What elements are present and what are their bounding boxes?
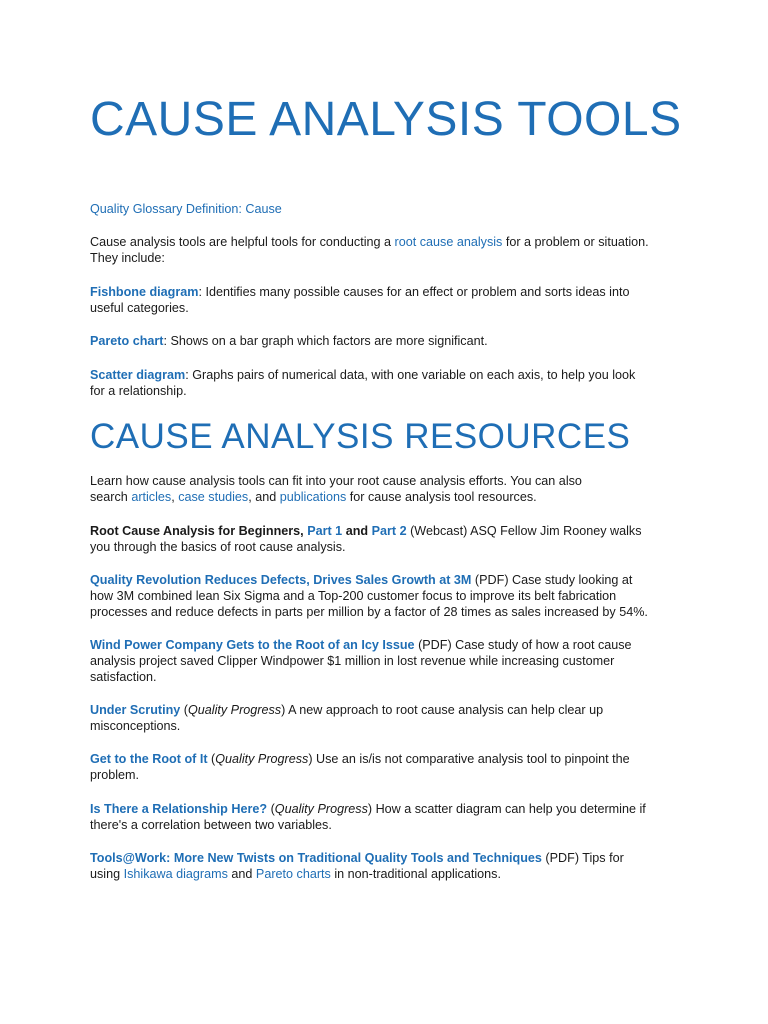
- get-to-root-link[interactable]: Get to the Root of It: [90, 752, 208, 766]
- resource-line-1: [90, 523, 685, 539]
- resource-and: and: [342, 524, 372, 538]
- resource-line-2: misconceptions.: [90, 719, 181, 733]
- glossary-definition-link[interactable]: Quality Glossary Definition: Cause: [90, 202, 282, 216]
- resource-line-2: there's a correlation between two variables.: [90, 818, 332, 832]
- tool-line-1: [90, 367, 685, 383]
- scatter-diagram-link[interactable]: Scatter diagram: [90, 368, 186, 382]
- tool-desc: : Shows on a bar graph which factors are more significant.: [163, 334, 488, 348]
- publications-link[interactable]: publications: [279, 490, 347, 504]
- resource-item-rca-beginners: [90, 523, 685, 555]
- resource-line-2: problem.: [90, 768, 139, 782]
- resource-line-1: [90, 751, 685, 767]
- case-studies-link[interactable]: case studies: [178, 490, 249, 504]
- resource-line-2: [90, 866, 685, 882]
- resources-intro-line-1: Learn how cause analysis tools can fit into your root cause analysis efforts. You can also: [90, 474, 582, 488]
- glossary-link-block: [90, 201, 685, 217]
- root-cause-analysis-link[interactable]: root cause analysis: [394, 235, 503, 249]
- separator: , and: [248, 490, 280, 504]
- resources-intro-line-2: [90, 489, 685, 505]
- tool-item-fishbone: [90, 284, 685, 316]
- page-title: CAUSE ANALYSIS TOOLS: [90, 93, 682, 146]
- pareto-chart-link[interactable]: Pareto chart: [90, 334, 164, 348]
- resources-intro-text: search: [90, 490, 132, 504]
- resource-line-1: [90, 702, 685, 718]
- resource-item-tools-at-work: [90, 850, 685, 882]
- tool-line-2: useful categories.: [90, 301, 189, 315]
- source-publication: Quality Progress: [274, 802, 368, 816]
- paren-open: (: [267, 802, 275, 816]
- resources-intro-paragraph: [90, 473, 685, 505]
- paren-open: (: [180, 703, 188, 717]
- resource-item-relationship: [90, 801, 685, 833]
- intro-line-2: They include:: [90, 251, 165, 265]
- tool-line-1: [90, 333, 685, 349]
- resource-item-under-scrutiny: [90, 702, 685, 734]
- separator: ,: [171, 490, 179, 504]
- resource-line-1: [90, 637, 685, 653]
- paren-open: (: [207, 752, 216, 766]
- resource-line-1: [90, 572, 685, 588]
- part-2-link[interactable]: Part 2: [371, 524, 407, 538]
- resources-intro-text: for cause analysis tool resources.: [346, 490, 537, 504]
- resource-line-3: processes and reduce defects in parts per million by a factor of 28 times as sales increased by 54%.: [90, 605, 648, 619]
- pareto-charts-link[interactable]: Pareto charts: [255, 867, 331, 881]
- tools-at-work-link[interactable]: Tools@Work: More New Twists on Traditional Quality Tools and Techniques: [90, 851, 542, 865]
- resource-line-1: [90, 801, 685, 817]
- resource-desc: (PDF) Case study of how a root cause: [414, 638, 632, 652]
- quality-revolution-link[interactable]: Quality Revolution Reduces Defects, Drives Sales Growth at 3M: [90, 573, 472, 587]
- wind-power-link[interactable]: Wind Power Company Gets to the Root of an Icy Issue: [90, 638, 415, 652]
- part-1-link[interactable]: Part 1: [307, 524, 343, 538]
- tool-line-1: [90, 284, 685, 300]
- section-title-resources: CAUSE ANALYSIS RESOURCES: [90, 417, 631, 456]
- resource-line-3: satisfaction.: [90, 670, 157, 684]
- resource-title: Root Cause Analysis for Beginners,: [90, 524, 308, 538]
- resource-desc: ) A new approach to root cause analysis can help clear up: [281, 703, 604, 717]
- resource-desc: ) How a scatter diagram can help you determine if: [367, 802, 646, 816]
- intro-text-after: for a problem or situation.: [502, 235, 649, 249]
- resource-item-root-of-it: [90, 751, 685, 783]
- intro-text: Cause analysis tools are helpful tools for conducting a: [90, 235, 395, 249]
- resource-item-3m: [90, 572, 685, 620]
- resource-text: and: [227, 867, 256, 881]
- tool-desc: : Graphs pairs of numerical data, with one variable on each axis, to help you look: [185, 368, 636, 382]
- resource-line-1: [90, 850, 685, 866]
- resource-line-2: how 3M combined lean Six Sigma and a Top-200 customer focus to improve its belt fabrication: [90, 589, 617, 603]
- source-publication: Quality Progress: [215, 752, 309, 766]
- fishbone-diagram-link[interactable]: Fishbone diagram: [90, 285, 199, 299]
- ishikawa-diagrams-link[interactable]: Ishikawa diagrams: [123, 867, 228, 881]
- resource-desc: (PDF) Tips for: [541, 851, 624, 865]
- resource-desc: (Webcast) ASQ Fellow Jim Rooney walks: [406, 524, 642, 538]
- resource-text: using: [90, 867, 124, 881]
- relationship-here-link[interactable]: Is There a Relationship Here?: [90, 802, 268, 816]
- resource-desc: ) Use an is/is not comparative analysis tool to pinpoint the: [308, 752, 630, 766]
- source-publication: Quality Progress: [187, 703, 282, 717]
- tool-line-2: for a relationship.: [90, 384, 187, 398]
- resource-text: in non-traditional applications.: [330, 867, 501, 881]
- resource-item-wind-power: [90, 637, 685, 685]
- under-scrutiny-link[interactable]: Under Scrutiny: [90, 703, 181, 717]
- intro-line-1: [90, 234, 685, 250]
- intro-paragraph: [90, 234, 685, 266]
- resource-line-2: you through the basics of root cause analysis.: [90, 540, 346, 554]
- tool-desc: : Identifies many possible causes for an effect or problem and sorts ideas into: [198, 285, 630, 299]
- articles-link[interactable]: articles: [131, 490, 172, 504]
- resource-desc: (PDF) Case study looking at: [471, 573, 633, 587]
- resource-line-2: analysis project saved Clipper Windpower $1 million in lost revenue while increasing customer: [90, 654, 615, 668]
- tool-item-scatter: [90, 367, 685, 399]
- tool-item-pareto: [90, 333, 685, 349]
